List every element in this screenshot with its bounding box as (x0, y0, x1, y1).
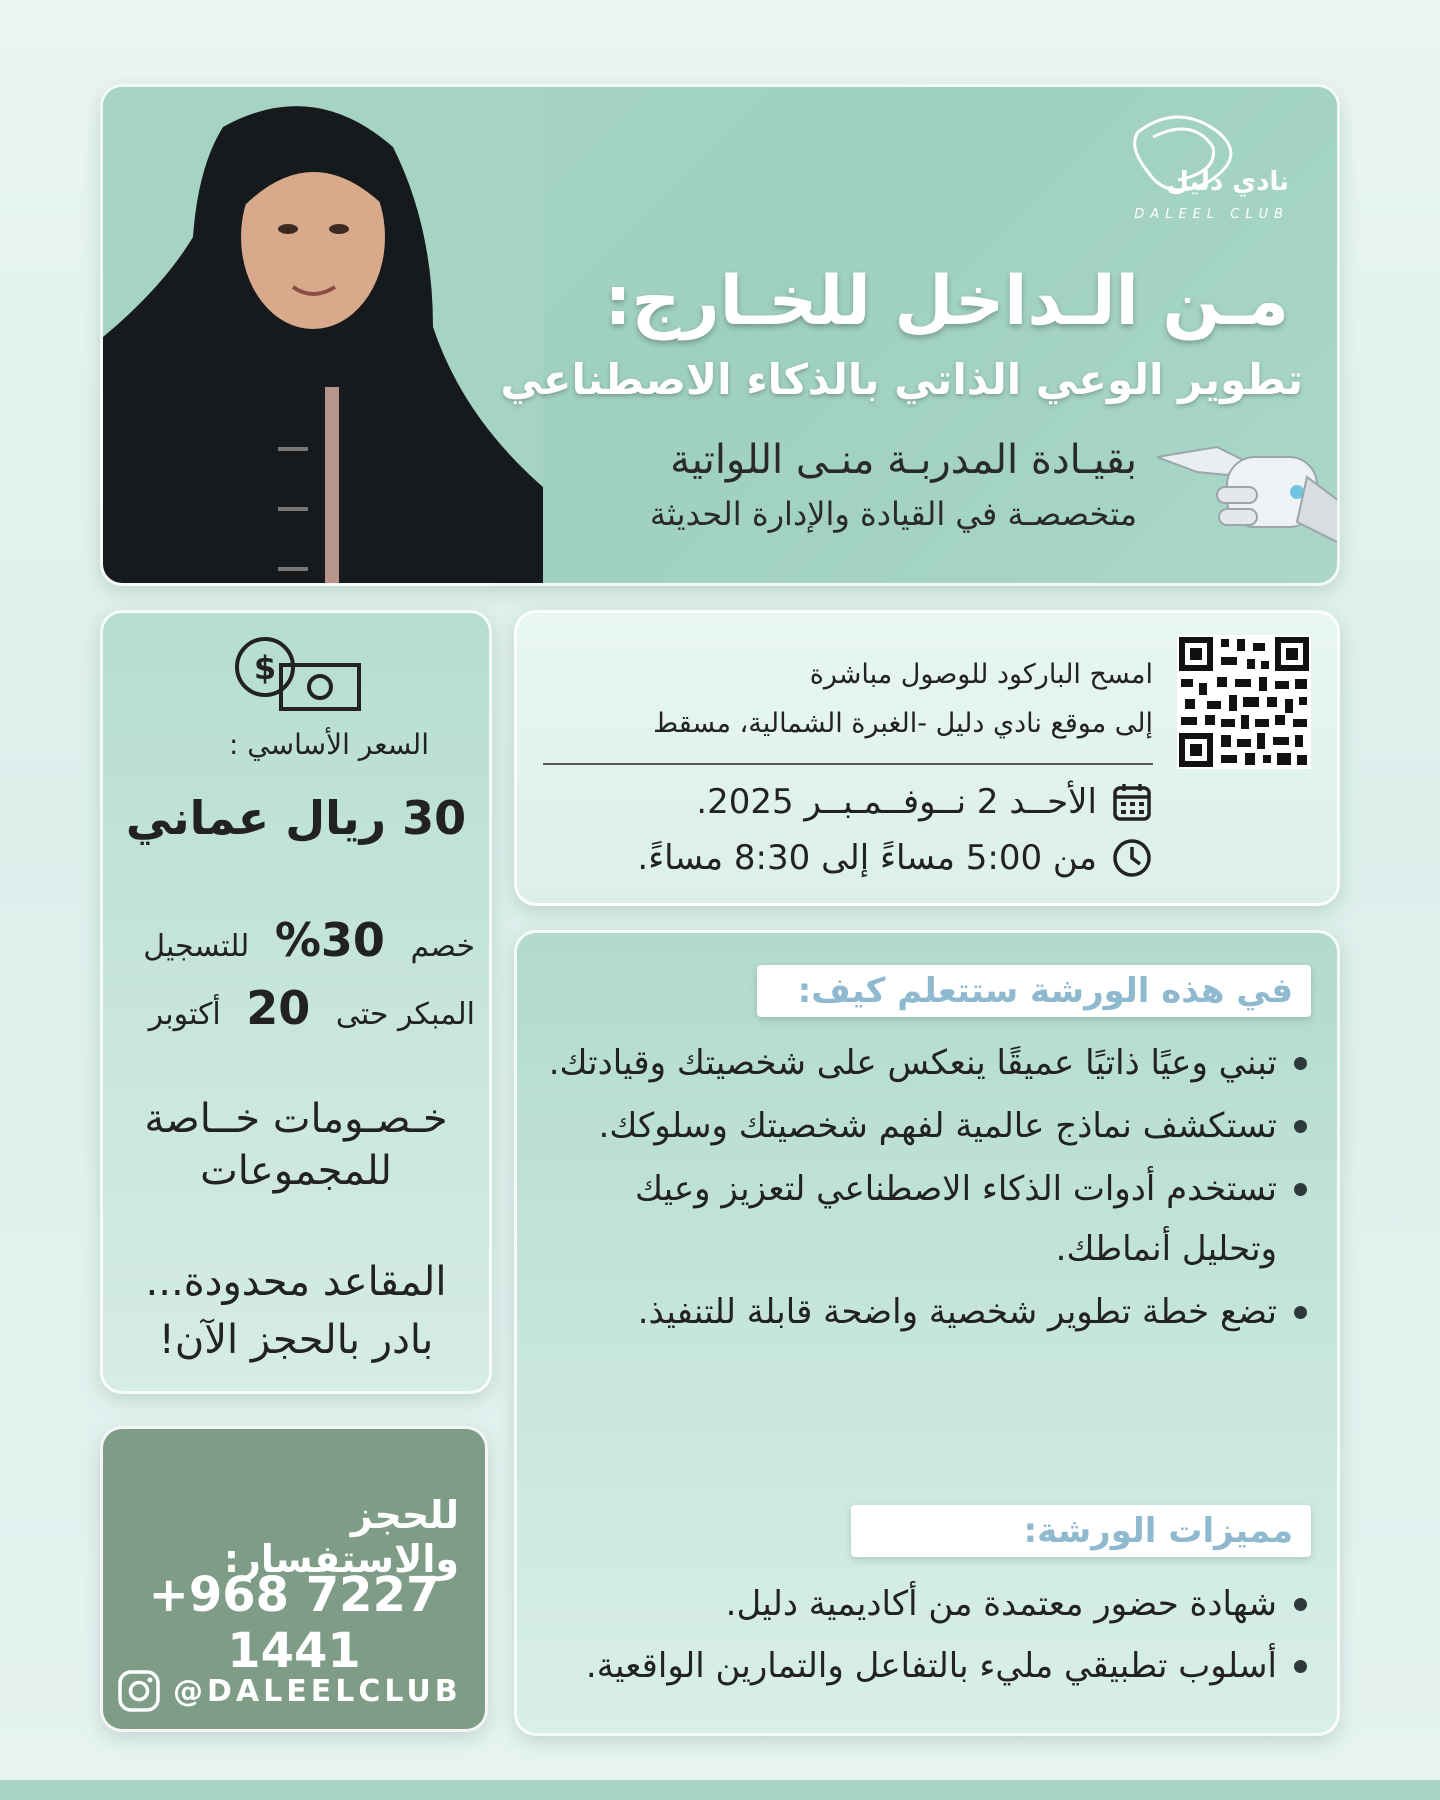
page-title: مـن الـداخل للخـارج: (604, 262, 1289, 341)
seats-line-1: المقاعد محدودة... (145, 1259, 447, 1305)
discount-line (143, 913, 475, 967)
price-label: السعر الأساسي : (228, 728, 429, 761)
price-value: 30 ريال عماني (125, 791, 467, 845)
discount-suffix: للتسجيل (143, 929, 250, 964)
instagram-handle: @DALEELCLUB (173, 1673, 462, 1709)
hero-banner (100, 84, 1340, 586)
limited-seats (103, 1253, 489, 1369)
list-item: تستكشف نماذج عالمية لفهم شخصيتك وسلوكك. (541, 1096, 1311, 1156)
instagram-icon (117, 1669, 161, 1713)
svg-text:$: $ (253, 649, 277, 687)
page-subtitle: تطوير الوعي الذاتي بالذكاء الاصطناعي (500, 355, 1303, 404)
location-text: إلى موقع نادي دليل -الغبرة الشمالية، مسقط (653, 708, 1153, 739)
features-list (541, 1573, 1311, 1697)
logo-name: نادي دليل (1166, 167, 1289, 197)
trainer-name: بقيـادة المدربـة منـى اللواتية (670, 437, 1137, 483)
trainer-photo (103, 87, 543, 586)
list-item: تستخدم أدوات الذكاء الاصطناعي لتعزيز وعيك وتحليل أنماطك. (541, 1159, 1311, 1279)
calendar-icon (1111, 781, 1153, 823)
price-card (100, 610, 492, 1394)
group-discounts (103, 1093, 489, 1197)
divider (543, 763, 1153, 765)
seats-line-2: بادر بالحجز الآن! (158, 1317, 434, 1363)
logo-latin: DALEEL CLUB (1134, 207, 1289, 222)
trainer-specialty: متخصصـة في القيادة والإدارة الحديثة (649, 495, 1137, 533)
money-icon (233, 635, 363, 715)
features-heading: مميزات الورشة: (851, 1505, 1311, 1557)
clock-icon (1111, 837, 1153, 879)
list-item: أسلوب تطبيقي مليء بالتفاعل والتمارين الواقعية. (541, 1635, 1311, 1697)
learning-outcomes-card (514, 930, 1340, 1736)
robot-hand-icon (1157, 417, 1340, 557)
learn-list (541, 1033, 1311, 1345)
early-month: أكتوبر (148, 997, 221, 1032)
list-item: تضع خطة تطوير شخصية واضحة قابلة للتنفيذ. (541, 1282, 1311, 1342)
contact-card (100, 1426, 488, 1732)
learn-heading: في هذه الورشة ستتعلم كيف: (757, 965, 1311, 1017)
contact-label: للحجز والاستفسار: (223, 1493, 459, 1581)
time-row (637, 837, 1153, 879)
groups-line-2: للمجموعات (200, 1148, 392, 1194)
list-item: تبني وعيًا ذاتيًا عميقًا ينعكس على شخصيتك وقيادتك. (541, 1033, 1311, 1093)
discount-prefix: خصم (410, 929, 475, 964)
early-prefix: المبكر حتى (335, 997, 475, 1032)
early-bird-line (149, 981, 475, 1035)
contact-phone[interactable]: +968 7227 1441 (148, 1567, 440, 1679)
event-date: الأحــد 2 نــوفــمـبــر 2025. (696, 782, 1097, 822)
scan-instruction: امسح الباركود للوصول مباشرة (809, 659, 1153, 690)
bottom-bar (0, 1780, 1440, 1800)
instagram-link[interactable] (117, 1669, 462, 1713)
event-time: من 5:00 مساءً إلى 8:30 مساءً. (637, 838, 1097, 878)
list-item: شهادة حضور معتمدة من أكاديمية دليل. (541, 1573, 1311, 1635)
date-row (696, 781, 1153, 823)
discount-value: 30% (274, 913, 385, 967)
location-info-card (514, 610, 1340, 906)
groups-line-1: خـصـومات خــاصة (144, 1096, 448, 1142)
qr-code[interactable] (1177, 635, 1311, 769)
early-day: 20 (246, 981, 311, 1035)
